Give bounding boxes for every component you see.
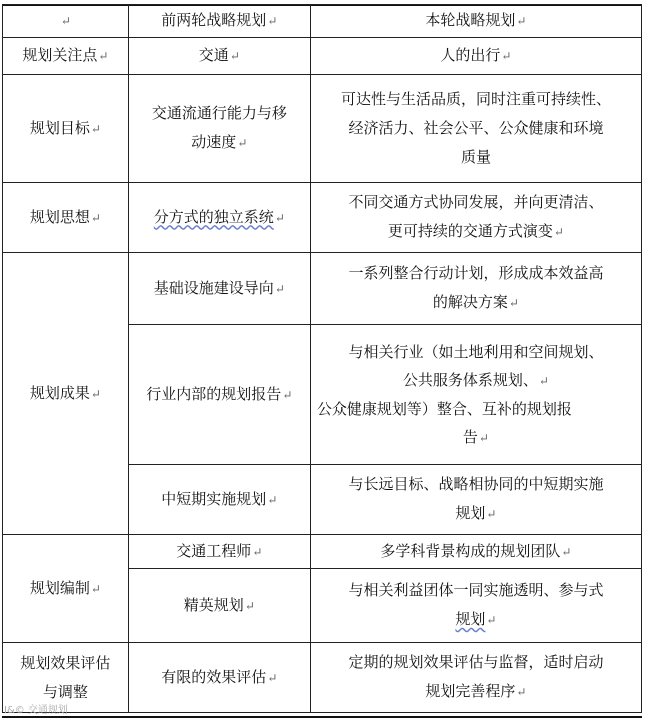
cell-goal-prev: 交通流通行能力与移 动速度↵ — [128, 75, 310, 183]
cell-output-curr-2: 与相关行业（如土地利用和空间规划、 公共服务体系规划、↵ 公众健康规划等）整合、互补的规划报 告↵ — [310, 325, 641, 465]
cell-output-prev-2: 行业内部的规划报告↵ — [128, 325, 310, 465]
cell-compile-curr-1: 多学科背景构成的规划团队↵ — [310, 535, 641, 569]
row-label-output: 规划成果↵ — [3, 253, 129, 535]
table-row — [3, 253, 642, 325]
cell-compile-prev-2: 精英规划↵ — [128, 569, 310, 643]
table-row — [3, 535, 642, 569]
table-row — [3, 75, 642, 183]
cell-eval-prev: 有限的效果评估↵ — [128, 643, 310, 713]
cell-output-prev-1: 基础设施建设导向↵ — [128, 253, 310, 325]
table-row — [3, 643, 642, 713]
watermark: I&© 交通规划 — [4, 705, 68, 716]
header-empty-cell: ↵ — [3, 5, 129, 38]
row-label-goal: 规划目标↵ — [3, 75, 129, 183]
cell-output-curr-1: 一系列整合行动计划，形成成本效益高 的解决方案↵ — [310, 253, 641, 325]
table-header-row — [3, 5, 642, 38]
table-row — [3, 38, 642, 75]
cell-output-curr-3: 与长远目标、战略相协同的中短期实施 规划↵ — [310, 465, 641, 535]
cell-compile-prev-1: 交通工程师↵ — [128, 535, 310, 569]
row-label-focus: 规划关注点↵ — [3, 38, 129, 75]
header-current-plan: 本轮战略规划↵ — [310, 5, 641, 38]
row-label-eval: 规划效果评估 与调整 — [3, 643, 129, 713]
cell-focus-prev: 交通↵ — [128, 38, 310, 75]
row-label-idea: 规划思想↵ — [3, 183, 129, 253]
table-row — [3, 183, 642, 253]
cell-focus-curr: 人的出行↵ — [310, 38, 641, 75]
strategy-comparison-table — [2, 4, 642, 713]
header-previous-plans: 前两轮战略规划↵ — [128, 5, 310, 38]
cell-compile-curr-2: 与相关利益团体一同实施透明、参与式 规划↵ — [310, 569, 641, 643]
cell-idea-prev: 分方式的独立系统↵ — [128, 183, 310, 253]
return-mark: ↵ — [516, 14, 527, 28]
return-mark: ↵ — [267, 14, 278, 28]
cell-idea-curr: 不同交通方式协同发展，并向更清洁、 更可持续的交通方式演变↵ — [310, 183, 641, 253]
row-label-compile: 规划编制↵ — [3, 535, 129, 643]
cell-eval-curr: 定期的规划效果评估与监督，适时启动 规划完善程序↵ — [310, 643, 641, 713]
cell-output-prev-3: 中短期实施规划↵ — [128, 465, 310, 535]
cell-goal-curr: 可达性与生活品质，同时注重可持续性、 经济活力、社会公平、公众健康和环境 质量 — [310, 75, 641, 183]
table-bottom-rule — [2, 716, 642, 718]
